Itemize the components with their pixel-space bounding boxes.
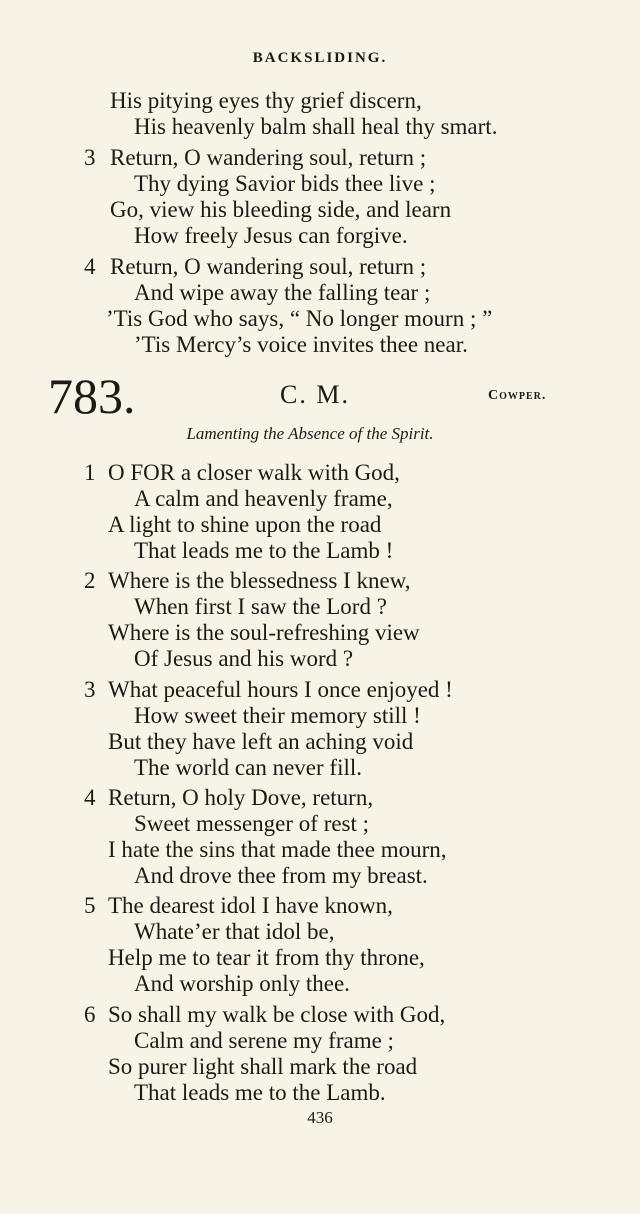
- hymn-line: Of Jesus and his word ?: [134, 646, 354, 671]
- verse-number: 1: [84, 460, 96, 485]
- hymn-subtitle: Lamenting the Absence of the Spirit.: [186, 424, 434, 443]
- prev-hymn-line: Go, view his bleeding side, and learn: [110, 197, 452, 222]
- hymn-line: I hate the sins that made thee mourn,: [108, 837, 447, 862]
- hymn-number: 783.: [48, 368, 136, 424]
- prev-hymn-line: ’Tis Mercy’s voice invites thee near.: [134, 332, 468, 357]
- prev-hymn-line: Return, O wandering soul, return ;: [110, 145, 427, 170]
- verse-number: 4: [84, 785, 96, 810]
- verse-number: 3: [84, 145, 96, 170]
- verse-number: 6: [84, 1002, 96, 1027]
- prev-hymn-line: Thy dying Savior bids thee live ;: [134, 171, 436, 196]
- page-number: 436: [307, 1108, 333, 1127]
- hymn-author: Cowper.: [488, 388, 547, 403]
- verse-number: 4: [84, 254, 96, 279]
- hymn-line: When first I saw the Lord ?: [134, 594, 387, 619]
- hymn-line: But they have left an aching void: [108, 729, 414, 754]
- prev-hymn-line: His pitying eyes thy grief discern,: [110, 88, 422, 113]
- hymn-line: That leads me to the Lamb.: [134, 1080, 386, 1105]
- hymn-line: Return, O holy Dove, return,: [108, 785, 374, 810]
- hymn-line: The dearest idol I have known,: [108, 893, 393, 918]
- hymn-line: Where is the blessedness I knew,: [108, 568, 411, 593]
- hymn-line: And drove thee from my breast.: [134, 863, 428, 888]
- hymn-line: Sweet messenger of rest ;: [134, 811, 370, 836]
- hymn-line: And worship only thee.: [134, 971, 350, 996]
- hymn-line: Help me to tear it from thy throne,: [108, 945, 425, 970]
- hymn-line: Whate’er that idol be,: [134, 919, 335, 944]
- prev-hymn-line: ’Tis God who says, “ No longer mourn ; ”: [106, 306, 493, 331]
- prev-hymn-line: And wipe away the falling tear ;: [134, 280, 431, 305]
- hymn-line: Where is the soul-refreshing view: [108, 620, 420, 645]
- hymn-line: A light to shine upon the road: [108, 512, 382, 537]
- verse-number: 3: [84, 677, 96, 702]
- prev-hymn-line: How freely Jesus can forgive.: [134, 223, 408, 248]
- hymn-line: O FOR a closer walk with God,: [108, 460, 400, 485]
- hymn-line: The world can never fill.: [134, 755, 362, 780]
- hymn-line: So shall my walk be close with God,: [108, 1002, 446, 1027]
- running-header: BACKSLIDING.: [252, 50, 388, 66]
- hymn-line: A calm and heavenly frame,: [134, 486, 393, 511]
- hymn-line: Calm and serene my frame ;: [134, 1028, 394, 1053]
- hymn-line: What peaceful hours I once enjoyed !: [108, 677, 453, 702]
- hymn-line: That leads me to the Lamb !: [134, 538, 394, 563]
- verse-number: 2: [84, 568, 96, 593]
- prev-hymn-line: Return, O wandering soul, return ;: [110, 254, 427, 279]
- verse-number: 5: [84, 893, 96, 918]
- hymn-line: So purer light shall mark the road: [108, 1054, 418, 1079]
- hymn-meter: C. M.: [280, 380, 350, 409]
- hymn-line: How sweet their memory still !: [134, 703, 421, 728]
- prev-hymn-line: His heavenly balm shall heal thy smart.: [134, 114, 498, 139]
